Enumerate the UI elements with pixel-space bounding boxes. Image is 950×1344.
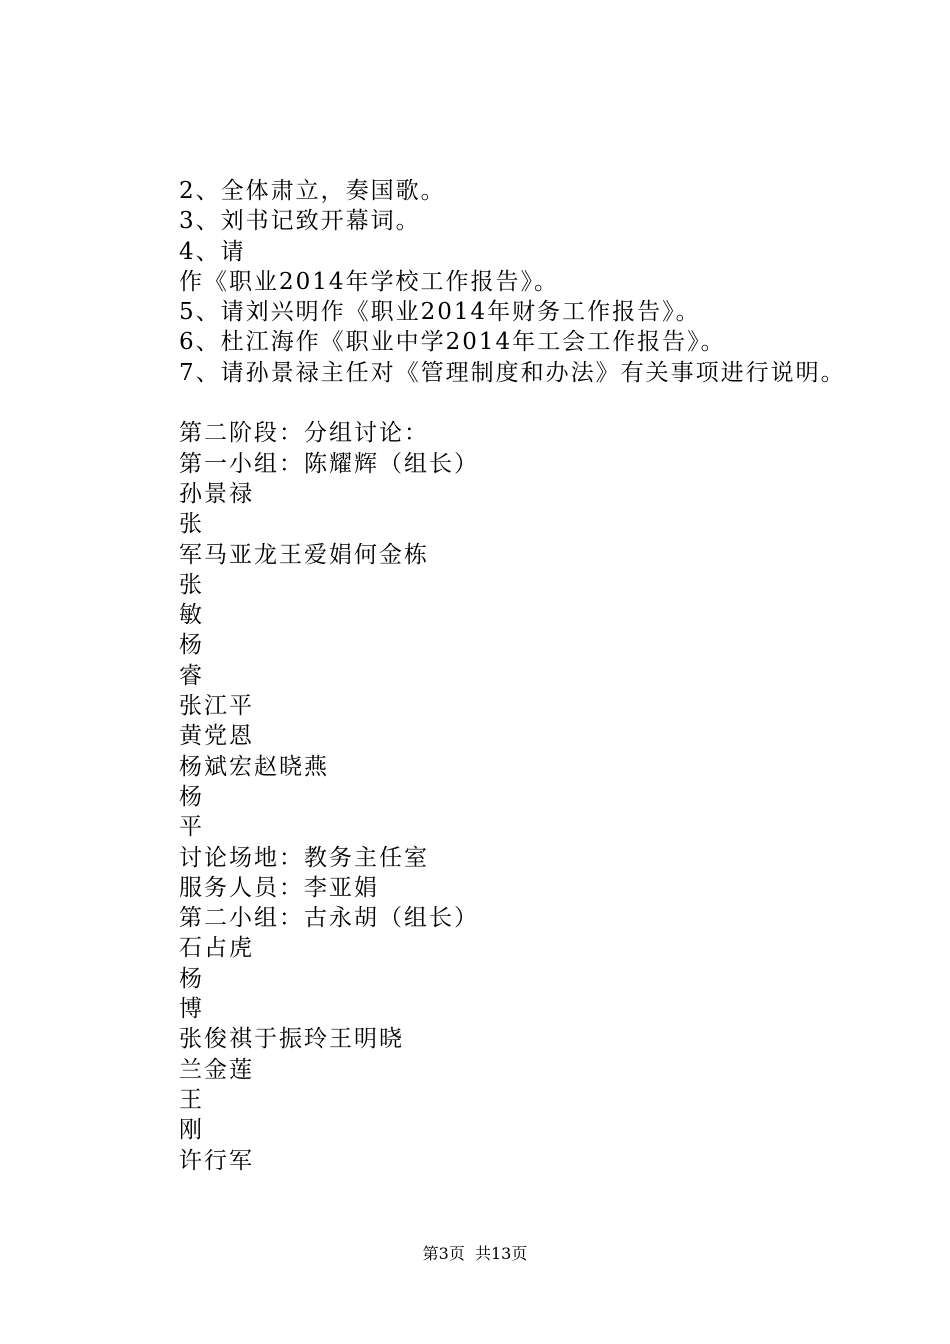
paragraph-gap [179, 388, 919, 418]
member-line: 杨 [179, 632, 204, 659]
member-line: 博 [179, 996, 204, 1023]
member-line: 平 [179, 814, 204, 841]
member-line: 张江平 [179, 693, 254, 720]
agenda-line: 作《职业2014年学校工作报告》。 [179, 268, 560, 295]
page-number-footer: 第3页 共13页 [422, 1244, 528, 1263]
agenda-line: 7、请孙景禄主任对《管理制度和办法》有关事项进行说明。 [179, 359, 846, 386]
agenda-line: 6、杜江海作《职业中学2014年工会工作报告》。 [179, 329, 726, 356]
member-line: 石占虎 [179, 935, 254, 962]
member-line: 刚 [179, 1117, 204, 1144]
agenda-line: 3、刘书记致开幕词。 [179, 208, 421, 235]
member-line: 杨 [179, 965, 204, 992]
section-heading: 第二阶段：分组讨论： [179, 420, 429, 447]
member-line: 孙景禄 [179, 480, 254, 507]
member-line: 兰金莲 [179, 1056, 254, 1083]
member-line: 张俊祺于振玲王明晓 [179, 1026, 404, 1053]
member-line: 睿 [179, 662, 204, 689]
member-line: 杨斌宏赵晓燕 [179, 753, 329, 780]
member-line: 杨 [179, 783, 204, 810]
group-heading: 第一小组：陈耀辉（组长） [179, 450, 479, 477]
agenda-section [179, 176, 919, 388]
member-line: 张 [179, 571, 204, 598]
venue-line: 讨论场地：教务主任室 [179, 844, 429, 871]
agenda-line: 4、请 [179, 238, 246, 265]
stage-two-section [179, 418, 919, 1175]
member-line: 张 [179, 511, 204, 538]
service-staff-line: 服务人员：李亚娟 [179, 874, 379, 901]
member-line: 许行军 [179, 1147, 254, 1174]
member-line: 敏 [179, 602, 204, 629]
document-body [179, 176, 919, 1176]
member-line: 黄党恩 [179, 723, 254, 750]
member-line: 军马亚龙王爱娟何金栋 [179, 541, 429, 568]
agenda-line: 2、全体肃立，奏国歌。 [179, 178, 446, 204]
agenda-line: 5、请刘兴明作《职业2014年财务工作报告》。 [179, 299, 701, 326]
group-heading: 第二小组：古永胡（组长） [179, 905, 479, 932]
member-line: 王 [179, 1086, 204, 1113]
